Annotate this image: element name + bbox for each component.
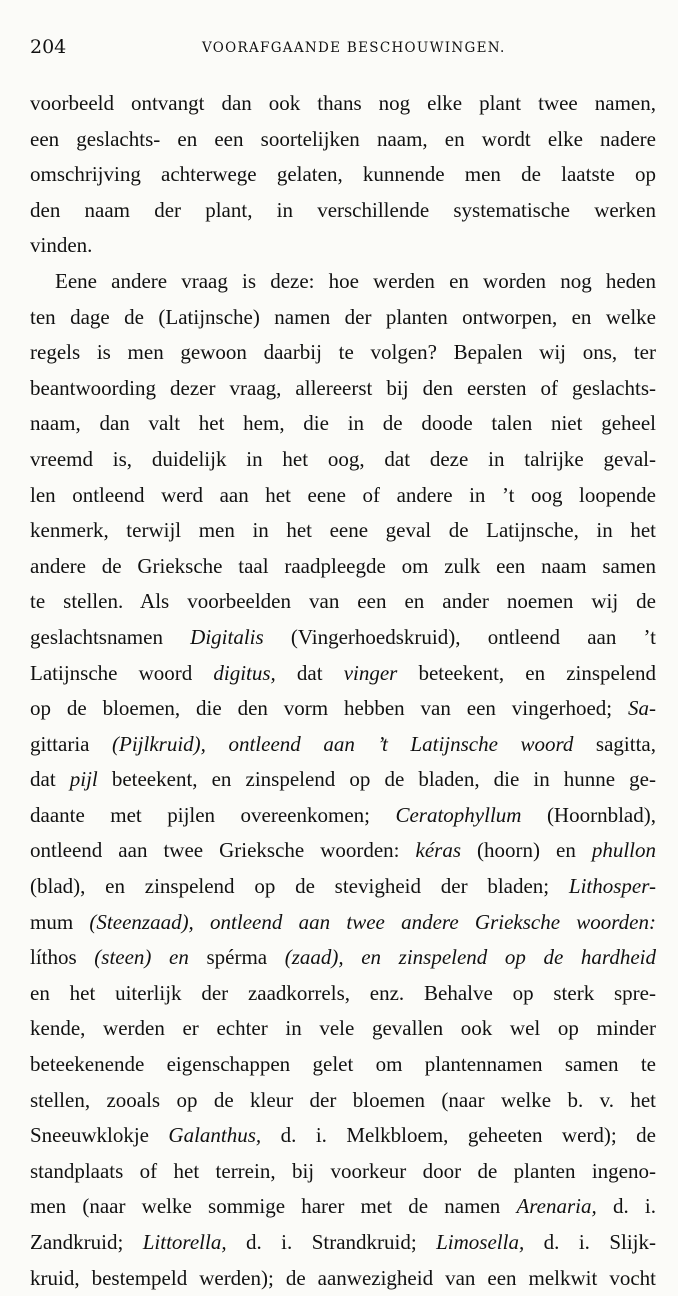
text-line	[30, 478, 656, 514]
text-line	[30, 1154, 656, 1190]
italic-term: digitus,	[213, 660, 276, 685]
text-line	[30, 869, 656, 905]
text-run: (Hoornblad),	[521, 802, 656, 827]
text-line	[30, 691, 656, 727]
italic-term: phullon	[591, 838, 656, 863]
text-run: kenmerk, terwijl men in het eene geval de Latijnsche, in het	[30, 518, 656, 543]
italic-term: (Pijlkruid), ontleend aan ’t Latijnsche woord	[89, 731, 596, 756]
text-run: Sneeuwklokje	[30, 1123, 169, 1148]
text-run: d. i. Melkbloem, geheeten werd); de	[261, 1123, 656, 1148]
text-run: gittaria	[30, 731, 90, 756]
text-line	[30, 1011, 656, 1047]
text-line	[30, 905, 656, 941]
text-line	[30, 228, 656, 264]
text-line	[30, 86, 656, 122]
italic-term: kéras	[415, 838, 462, 863]
text-line	[30, 620, 656, 656]
text-run: stellen, zooals op de kleur der bloemen (naar welke b. v. het	[30, 1087, 656, 1112]
text-line	[30, 976, 656, 1012]
text-line	[30, 513, 656, 549]
italic-term: Ceratophyllum	[395, 802, 522, 827]
italic-term: Littorella,	[142, 1230, 227, 1254]
italic-term: (zaad), en zinspelend op de hardheid	[267, 945, 656, 970]
text-run: regels is men gewoon daarbij te volgen? Bepalen wij ons, ter	[30, 340, 656, 365]
text-line	[30, 1047, 656, 1083]
text-line	[30, 122, 656, 158]
text-run: geslachtsnamen	[30, 624, 191, 649]
italic-term: Lithosper-	[568, 874, 656, 899]
text-line	[30, 1083, 656, 1119]
text-line	[30, 798, 656, 834]
text-run: naam, dan valt het hem, die in de doode talen niet geheel	[30, 411, 656, 436]
text-line	[30, 584, 656, 620]
text-run: vreemd is, duidelijk in het oog, dat deze in talrijke geval-	[30, 446, 656, 471]
text-run: standplaats of het terrein, bij voorkeur door de planten ingeno-	[30, 1158, 656, 1183]
text-run: beantwoording dezer vraag, allereerst bij den eersten of geslachts-	[30, 375, 656, 400]
text-line	[30, 1189, 656, 1225]
text-run: andere de Grieksche taal raadpleegde om zulk een naam samen	[30, 553, 656, 578]
text-run: een geslachts- en een soortelijken naam, en wordt elke nadere	[30, 126, 656, 151]
text-line	[30, 406, 656, 442]
text-line	[30, 549, 656, 585]
running-head: VOORAFGAANDE BESCHOUWINGEN.	[202, 40, 506, 56]
text-line	[30, 1225, 656, 1261]
text-run: d. i.	[596, 1194, 656, 1219]
text-line	[30, 727, 656, 763]
text-line	[30, 335, 656, 371]
text-run: (hoorn) en	[461, 838, 592, 863]
text-run: te stellen. Als voorbeelden van een en ander noemen wij de	[30, 589, 656, 614]
text-run: vinden.	[30, 233, 93, 258]
text-run: d. i. Strandkruid;	[226, 1230, 437, 1254]
page-number: 204	[30, 36, 67, 58]
text-run: mum	[30, 909, 74, 934]
text-line	[30, 264, 656, 300]
text-run: (Vingerhoedskruid), ontleend aan ’t	[263, 624, 656, 649]
text-line	[30, 940, 656, 976]
text-line	[30, 371, 656, 407]
italic-term: Sa-	[628, 696, 656, 721]
text-run: sagitta,	[595, 731, 656, 756]
text-run: len ontleend werd aan het eene of andere in ’t oog loopende	[30, 482, 656, 507]
text-run: beteekenende eigenschappen gelet om plantennamen samen te	[30, 1052, 656, 1077]
italic-term: Limosella,	[436, 1230, 525, 1254]
text-run: Eene andere vraag is deze: hoe werden en worden nog heden	[55, 268, 656, 293]
text-run: beteekent, en zinspelend op de bladen, die in hunne ge-	[97, 767, 657, 792]
text-run: en het uiterlijk der zaadkorrels, enz. Behalve op sterk spre-	[30, 980, 656, 1005]
text-line	[30, 1118, 656, 1154]
text-run: op de bloemen, die den vorm hebben van een vingerhoed;	[30, 696, 628, 721]
text-run: kende, werden er echter in vele gevallen ook wel op minder	[30, 1016, 656, 1041]
text-run: ontleend aan twee Grieksche woorden:	[30, 838, 416, 863]
text-run: Latijnsche woord	[30, 660, 214, 685]
italic-term: (Steenzaad), ontleend aan twee andere Grieksche woorden:	[73, 909, 656, 934]
text-line	[30, 656, 656, 692]
italic-term: Digitalis	[190, 624, 264, 649]
text-line	[30, 833, 656, 869]
body-text	[30, 86, 656, 1296]
text-line	[30, 193, 656, 229]
text-line	[30, 762, 656, 798]
text-line	[30, 442, 656, 478]
italic-term: pijl	[69, 767, 98, 792]
text-line	[30, 157, 656, 193]
text-line	[30, 1261, 656, 1296]
text-run: spérma	[206, 945, 268, 970]
italic-term: (steen) en	[76, 945, 207, 970]
italic-term: Galanthus,	[168, 1123, 262, 1148]
page-header	[30, 36, 656, 60]
text-run: Zandkruid;	[30, 1230, 143, 1254]
text-run: men (naar welke sommige harer met de namen	[30, 1194, 517, 1219]
text-run: ten dage de (Latijnsche) namen der planten ontworpen, en welke	[30, 304, 656, 329]
text-run: d. i. Slijk-	[524, 1230, 657, 1254]
italic-term: vinger	[343, 660, 398, 685]
text-run: daante met pijlen overeenkomen;	[30, 802, 396, 827]
text-run: kruid, bestempeld werden); de aanwezigheid van een melkwit vocht	[30, 1265, 656, 1290]
text-run: den naam der plant, in verschillende systematische werken	[30, 197, 656, 222]
text-line	[30, 300, 656, 336]
text-run: voorbeeld ontvangt dan ook thans nog elke plant twee namen,	[30, 91, 656, 115]
text-run: (blad), en zinspelend op de stevigheid der bladen;	[30, 874, 569, 899]
text-run: líthos	[30, 945, 77, 970]
text-run: omschrijving achterwege gelaten, kunnende men de laatste op	[30, 162, 656, 187]
text-run: beteekent, en zinspelend	[397, 660, 657, 685]
italic-term: Arenaria,	[516, 1194, 597, 1219]
text-run: dat	[30, 767, 70, 792]
text-run: dat	[275, 660, 344, 685]
